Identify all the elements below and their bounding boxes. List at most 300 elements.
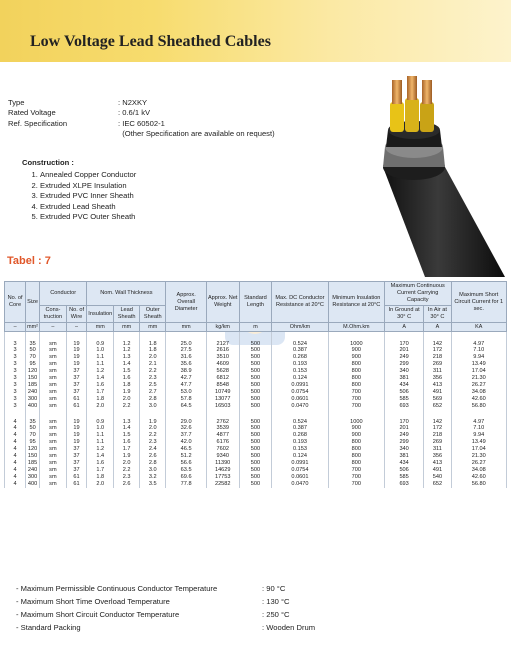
table-cell: 0.387 — [272, 425, 329, 432]
unit-cell: mm — [166, 323, 206, 332]
table-cell: 0.193 — [272, 361, 329, 368]
table-cell: 540 — [424, 474, 451, 481]
table-cell: 1.3 — [114, 419, 140, 426]
table-cell: 1.4 — [87, 453, 114, 460]
table-cell: 56.6 — [166, 460, 206, 467]
table-cell: 356 — [424, 453, 451, 460]
unit-cell: KA — [451, 323, 507, 332]
table-cell: 0.153 — [272, 368, 329, 375]
spec-value: : N2XKY — [118, 98, 148, 107]
spacer-row — [5, 332, 507, 341]
table-cell: 434 — [384, 460, 423, 467]
table-cell: 7.10 — [451, 425, 507, 432]
table-cell: 170 — [384, 419, 423, 426]
table-cell: 0.9 — [87, 341, 114, 348]
footer-row — [16, 595, 315, 608]
table-cell: 42.0 — [166, 439, 206, 446]
table-cell: 0.0754 — [272, 389, 329, 396]
table-cell: 37 — [66, 368, 87, 375]
table-cell: 77.8 — [166, 481, 206, 488]
table-cell: 19 — [66, 439, 87, 446]
table-cell: 900 — [328, 347, 384, 354]
table-cell: 3 — [5, 389, 26, 396]
table-cell: 3 — [5, 347, 26, 354]
table-cell: 29.0 — [166, 419, 206, 426]
table-cell: 17.04 — [451, 368, 507, 375]
table-cell: 0.153 — [272, 446, 329, 453]
table-cell: 2.5 — [140, 382, 166, 389]
table-cell: 500 — [239, 432, 272, 439]
table-cell: 185 — [26, 382, 40, 389]
unit-cell: m — [239, 323, 272, 332]
table-cell: 4 — [5, 467, 26, 474]
table-cell: 0.0991 — [272, 460, 329, 467]
table-cell: 2.3 — [114, 474, 140, 481]
table-cell: 26.27 — [451, 382, 507, 389]
spec-value: : 0.6/1 kV — [118, 108, 151, 118]
table-cell: 506 — [384, 389, 423, 396]
table-cell: 1.9 — [114, 389, 140, 396]
table-cell: 585 — [384, 396, 423, 403]
table-cell: 900 — [328, 425, 384, 432]
table-cell: sm — [40, 368, 67, 375]
table-cell: 3 — [5, 368, 26, 375]
table-cell: 500 — [239, 382, 272, 389]
construction-block — [22, 158, 136, 222]
table-cell: 22582 — [206, 481, 239, 488]
table-cell: 34.08 — [451, 467, 507, 474]
table-cell: 19 — [66, 419, 87, 426]
table-cell: sm — [40, 419, 67, 426]
table-cell: 500 — [239, 368, 272, 375]
table-cell: 700 — [328, 403, 384, 410]
table-cell: 2127 — [206, 341, 239, 348]
table-cell: 1.6 — [114, 439, 140, 446]
table-row — [5, 419, 507, 426]
table-row — [5, 361, 507, 368]
list-item: 5. Extruded PVC Outer Sheath — [40, 212, 136, 222]
table-cell: sm — [40, 361, 67, 368]
table-cell: 1.7 — [114, 446, 140, 453]
table-cell: 1.7 — [87, 467, 114, 474]
table-cell: 0.0601 — [272, 396, 329, 403]
table-cell: 142 — [424, 419, 451, 426]
table-cell: 42.60 — [451, 396, 507, 403]
header-ground: In Ground at 30° C — [384, 306, 423, 323]
table-cell: 500 — [239, 347, 272, 354]
unit-cell: mm — [140, 323, 166, 332]
table-cell: 37 — [66, 446, 87, 453]
table-cell: 1.6 — [87, 460, 114, 467]
table-cell: 70 — [26, 354, 40, 361]
table-cell: 700 — [328, 467, 384, 474]
table-cell: 1.8 — [140, 341, 166, 348]
spec-value: (Other Specification are available on request) — [118, 129, 275, 139]
table-cell: 1.5 — [114, 368, 140, 375]
table-cell: 19 — [66, 432, 87, 439]
table-cell: 7602 — [206, 446, 239, 453]
table-cell: 1.0 — [87, 347, 114, 354]
table-cell: 381 — [384, 453, 423, 460]
table-cell: 900 — [328, 354, 384, 361]
header-wall: Nom. Wall Thickness — [87, 282, 166, 306]
table-cell: 491 — [424, 467, 451, 474]
table-cell: 150 — [26, 375, 40, 382]
table-cell: 0.124 — [272, 453, 329, 460]
spec-row — [8, 119, 275, 129]
table-body — [5, 332, 507, 488]
table-cell: 0.0470 — [272, 403, 329, 410]
table-cell: 4877 — [206, 432, 239, 439]
table-cell: 19 — [66, 425, 87, 432]
table-cell: 21.30 — [451, 375, 507, 382]
table-cell: 218 — [424, 354, 451, 361]
table-cell: 1.7 — [87, 389, 114, 396]
table-cell: 800 — [328, 361, 384, 368]
table-cell: 0.0754 — [272, 467, 329, 474]
table-row — [5, 439, 507, 446]
table-cell: 185 — [26, 460, 40, 467]
list-item: 3. Extruded PVC Inner Sheath — [40, 191, 136, 201]
construction-title: Construction : — [22, 158, 74, 167]
table-cell: 5628 — [206, 368, 239, 375]
table-cell: 500 — [239, 467, 272, 474]
table-cell: 1.2 — [114, 341, 140, 348]
table-cell: 311 — [424, 446, 451, 453]
spec-label — [8, 129, 118, 139]
table-cell: 1.3 — [114, 354, 140, 361]
page-title: Low Voltage Lead Sheathed Cables — [30, 33, 271, 50]
table-cell: sm — [40, 403, 67, 410]
footer-value: : 250 °C — [262, 610, 290, 619]
table-cell: sm — [40, 481, 67, 488]
table-cell: 19 — [66, 341, 87, 348]
table-cell: 32.6 — [166, 425, 206, 432]
header-length: Standard Length — [239, 282, 272, 323]
table-cell: sm — [40, 354, 67, 361]
table-cell: 46.5 — [166, 446, 206, 453]
table-cell: 249 — [384, 354, 423, 361]
table-cell: 1.1 — [87, 361, 114, 368]
table-cell: 172 — [424, 347, 451, 354]
table-cell: 170 — [384, 341, 423, 348]
table-cell: 9.94 — [451, 354, 507, 361]
table-cell: 19 — [66, 347, 87, 354]
table-cell: 51.2 — [166, 453, 206, 460]
table-cell: 500 — [239, 439, 272, 446]
table-cell: 381 — [384, 375, 423, 382]
table-cell: 3 — [5, 382, 26, 389]
list-item: 2. Extruded XLPE Insulation — [40, 181, 136, 191]
unit-cell: kg/km — [206, 323, 239, 332]
table-cell: 800 — [328, 453, 384, 460]
table-row — [5, 446, 507, 453]
table-cell: 652 — [424, 481, 451, 488]
table-cell: 53.0 — [166, 389, 206, 396]
table-cell: 172 — [424, 425, 451, 432]
table-cell: 2.3 — [140, 375, 166, 382]
table-cell: 35.6 — [166, 361, 206, 368]
table-cell: 2.0 — [87, 481, 114, 488]
table-cell: 0.268 — [272, 354, 329, 361]
table-cell: 0.0470 — [272, 481, 329, 488]
table-cell: 585 — [384, 474, 423, 481]
table-cell: 61 — [66, 481, 87, 488]
table-row — [5, 368, 507, 375]
table-cell: 800 — [328, 460, 384, 467]
table-cell: 17.04 — [451, 446, 507, 453]
table-cell: 299 — [384, 361, 423, 368]
table-cell: 269 — [424, 439, 451, 446]
spec-block — [8, 98, 275, 140]
table-cell: 500 — [239, 396, 272, 403]
header-no-wire: No. of Wire — [66, 306, 87, 323]
table-cell: 218 — [424, 432, 451, 439]
cable-illustration — [355, 72, 505, 282]
cable-data-table — [4, 281, 507, 488]
table-cell: 21.30 — [451, 453, 507, 460]
table-cell: 6176 — [206, 439, 239, 446]
table-cell: 400 — [26, 481, 40, 488]
table-cell: 1.2 — [87, 446, 114, 453]
table-cell: 500 — [239, 389, 272, 396]
unit-cell: – — [40, 323, 67, 332]
table-cell: 3 — [5, 396, 26, 403]
table-cell: 1.2 — [114, 347, 140, 354]
table-cell: 2.2 — [140, 368, 166, 375]
table-cell: 19 — [66, 354, 87, 361]
table-cell: 2.2 — [140, 432, 166, 439]
header-current: Maximum Continuous Current Carrying Capacity — [384, 282, 451, 306]
table-cell: 50 — [26, 425, 40, 432]
spec-row — [8, 98, 275, 108]
construction-list — [40, 170, 136, 222]
title-banner — [0, 0, 511, 62]
header-no-core: No. of Core — [5, 282, 26, 323]
table-cell: 800 — [328, 446, 384, 453]
unit-cell: A — [384, 323, 423, 332]
table-cell: 340 — [384, 368, 423, 375]
table-cell: 34.08 — [451, 389, 507, 396]
header-resistance: Max. DC Conductor Resistance at 20°C — [272, 282, 329, 323]
spacer-row — [5, 410, 507, 419]
table-cell: 17753 — [206, 474, 239, 481]
table-cell: 2762 — [206, 419, 239, 426]
table-cell: 1.0 — [87, 425, 114, 432]
table-cell: 434 — [384, 382, 423, 389]
table-cell: sm — [40, 474, 67, 481]
table-cell: sm — [40, 375, 67, 382]
table-cell: sm — [40, 467, 67, 474]
table-cell: 13.49 — [451, 361, 507, 368]
table-cell: 42.7 — [166, 375, 206, 382]
table-cell: 693 — [384, 403, 423, 410]
table-cell: 9340 — [206, 453, 239, 460]
table-cell: sm — [40, 439, 67, 446]
table-cell: 142 — [424, 341, 451, 348]
table-cell: 693 — [384, 481, 423, 488]
table-cell: 413 — [424, 382, 451, 389]
table-cell: 63.5 — [166, 467, 206, 474]
table-cell: 4 — [5, 432, 26, 439]
table-cell: 57.8 — [166, 396, 206, 403]
table-cell: 2.6 — [140, 453, 166, 460]
table-cell: sm — [40, 432, 67, 439]
table-cell: 500 — [239, 403, 272, 410]
table-cell: 8548 — [206, 382, 239, 389]
unit-cell: A — [424, 323, 451, 332]
table-cell: 2.2 — [114, 467, 140, 474]
table-cell: 7.10 — [451, 347, 507, 354]
table-cell: 249 — [384, 432, 423, 439]
table-cell: 201 — [384, 425, 423, 432]
table-cell: 0.193 — [272, 439, 329, 446]
spec-row — [8, 108, 275, 118]
table-cell: 37 — [66, 467, 87, 474]
table-cell: 14629 — [206, 467, 239, 474]
table-cell: 1.6 — [114, 375, 140, 382]
table-cell: 64.5 — [166, 403, 206, 410]
table-row — [5, 432, 507, 439]
table-cell: 25.0 — [166, 341, 206, 348]
unit-cell: – — [5, 323, 26, 332]
table-cell: 0.124 — [272, 375, 329, 382]
list-item: 4. Extruded Lead Sheath — [40, 202, 136, 212]
table-cell: 2.2 — [114, 403, 140, 410]
spec-label: Rated Voltage — [8, 108, 56, 118]
header-size: Size — [26, 282, 40, 323]
table-cell: 4 — [5, 446, 26, 453]
table-cell: 11390 — [206, 460, 239, 467]
table-cell: 0.387 — [272, 347, 329, 354]
table-cell: 50 — [26, 347, 40, 354]
table-cell: 1.9 — [114, 453, 140, 460]
table-cell: 1.1 — [87, 439, 114, 446]
table-cell: 37.7 — [166, 432, 206, 439]
table-cell: 37 — [66, 460, 87, 467]
table-cell: 0.524 — [272, 419, 329, 426]
table-row — [5, 354, 507, 361]
header-diameter: Approx. Overall Diameter — [166, 282, 206, 323]
table-cell: 400 — [26, 403, 40, 410]
table-row — [5, 341, 507, 348]
table-cell: sm — [40, 341, 67, 348]
table-cell: 340 — [384, 446, 423, 453]
table-cell: 1.4 — [114, 361, 140, 368]
table-cell: 2.8 — [140, 396, 166, 403]
table-cell: 37 — [66, 389, 87, 396]
table-cell: 2.8 — [140, 460, 166, 467]
table-cell: 27.5 — [166, 347, 206, 354]
table-cell: 500 — [239, 460, 272, 467]
table-row — [5, 481, 507, 488]
table-cell: sm — [40, 425, 67, 432]
table-cell: 13.49 — [451, 439, 507, 446]
table-cell: 2.6 — [114, 481, 140, 488]
table-cell: 1.2 — [87, 368, 114, 375]
table-cell: 800 — [328, 382, 384, 389]
table-cell: 240 — [26, 467, 40, 474]
header-insulation: Insulation — [87, 306, 114, 323]
table-cell: 240 — [26, 389, 40, 396]
table-cell: 2.3 — [140, 439, 166, 446]
table-cell: 4 — [5, 453, 26, 460]
table-cell: 3 — [5, 341, 26, 348]
table-cell: 120 — [26, 368, 40, 375]
footer-label: - Standard Packing — [16, 623, 81, 632]
header-air: In Air at 30° C — [424, 306, 451, 323]
footer-label: - Maximum Short Time Overload Temperature — [16, 597, 170, 606]
table-cell: 6812 — [206, 375, 239, 382]
table-cell: 95 — [26, 361, 40, 368]
table-row — [5, 375, 507, 382]
footer-row — [16, 621, 315, 634]
table-cell: 69.6 — [166, 474, 206, 481]
table-cell: 95 — [26, 439, 40, 446]
list-item: 1. Annealed Copper Conductor — [40, 170, 136, 180]
footer-label: - Maximum Short Circuit Conductor Temperature — [16, 610, 180, 619]
table-cell: 38.9 — [166, 368, 206, 375]
table-cell: 491 — [424, 389, 451, 396]
footer-value: : 90 °C — [262, 584, 286, 593]
table-cell: 2.0 — [114, 460, 140, 467]
table-row — [5, 396, 507, 403]
header-conductor: Conductor — [40, 282, 87, 306]
table-row — [5, 389, 507, 396]
header-weight: Approx. Net Weight — [206, 282, 239, 323]
table-cell: 500 — [239, 375, 272, 382]
table-cell: 0.268 — [272, 432, 329, 439]
table-cell: 3 — [5, 361, 26, 368]
table-cell: 3539 — [206, 425, 239, 432]
table-cell: 1.8 — [114, 382, 140, 389]
table-cell: 4.97 — [451, 419, 507, 426]
table-cell: 500 — [239, 361, 272, 368]
footer-row — [16, 582, 315, 595]
table-cell: 4 — [5, 474, 26, 481]
table-cell: sm — [40, 382, 67, 389]
table-cell: 700 — [328, 481, 384, 488]
footer-row — [16, 608, 315, 621]
table-row — [5, 347, 507, 354]
table-cell: 300 — [26, 474, 40, 481]
spec-label: Type — [8, 98, 25, 107]
table-cell: 4.97 — [451, 341, 507, 348]
table-cell: 1.8 — [140, 347, 166, 354]
table-cell: 4 — [5, 425, 26, 432]
table-cell: 19 — [66, 361, 87, 368]
table-cell: sm — [40, 389, 67, 396]
table-row — [5, 425, 507, 432]
table-cell: 37 — [66, 382, 87, 389]
table-cell: 700 — [328, 474, 384, 481]
table-cell: 61 — [66, 396, 87, 403]
header-lead: Lead Sheath — [114, 306, 140, 323]
table-cell: 500 — [239, 453, 272, 460]
table-cell: 311 — [424, 368, 451, 375]
header-construction: Cons-truction — [40, 306, 67, 323]
table-cell: 506 — [384, 467, 423, 474]
table-cell: 0.0991 — [272, 382, 329, 389]
table-cell: 2616 — [206, 347, 239, 354]
table-cell: 0.9 — [87, 419, 114, 426]
table-cell: 2.0 — [114, 396, 140, 403]
table-cell: 61 — [66, 403, 87, 410]
table-cell: 13077 — [206, 396, 239, 403]
table-cell: sm — [40, 460, 67, 467]
table-cell: 4 — [5, 460, 26, 467]
table-cell: 56.80 — [451, 403, 507, 410]
